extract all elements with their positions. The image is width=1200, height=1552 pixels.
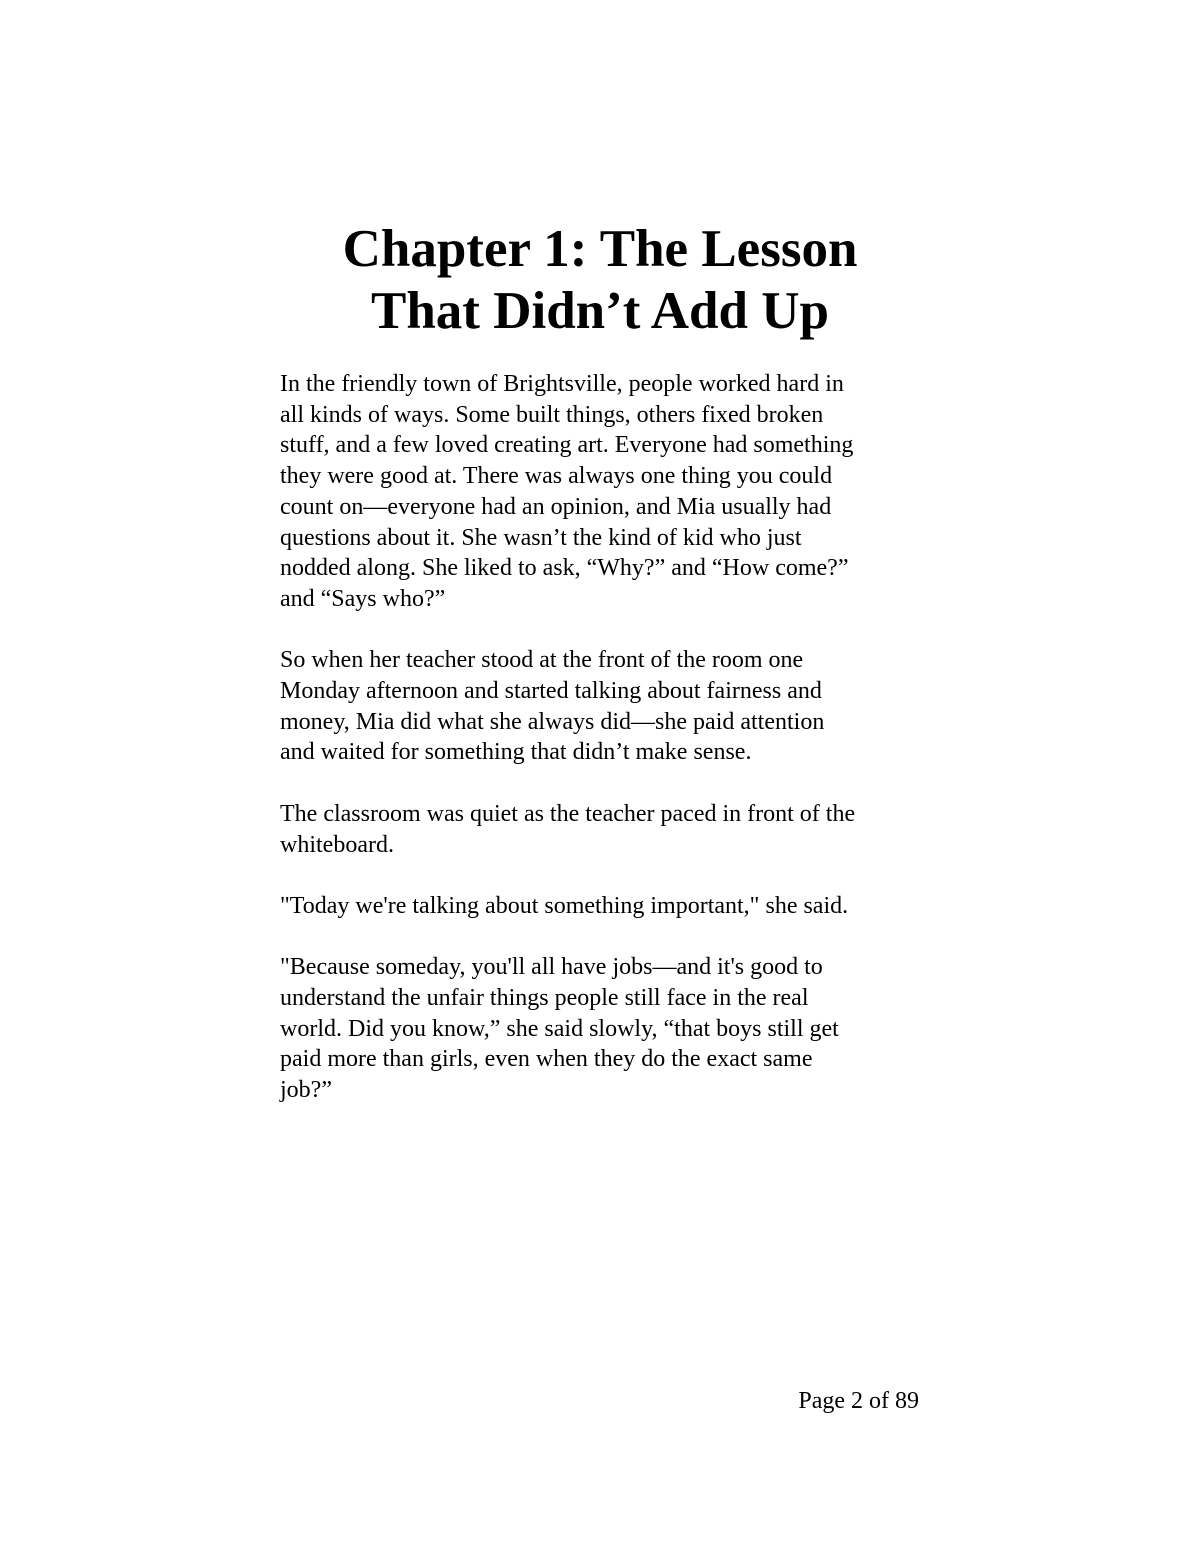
text-line: whiteboard. — [280, 831, 394, 858]
text-line: stuff, and a few loved creating art. Everyone had something — [280, 432, 854, 459]
chapter-title — [240, 218, 960, 342]
text-line: all kinds of ways. Some built things, others fixed broken — [280, 401, 824, 428]
paragraph-3 — [280, 799, 930, 860]
text-line: "Today we're talking about something important," she said. — [280, 892, 849, 919]
text-line: nodded along. She liked to ask, “Why?” and “How come?” — [280, 555, 849, 582]
text-line: In the friendly town of Brightsville, people worked hard in — [280, 371, 844, 397]
text-line: understand the unfair things people still face in the real — [280, 985, 809, 1011]
text-line: job?” — [280, 1077, 332, 1104]
page-number: Page 2 of 89 — [798, 1388, 919, 1414]
text-line: paid more than girls, even when they do the exact same — [280, 1046, 813, 1073]
text-line: The classroom was quiet as the teacher paced in front of the — [280, 800, 856, 827]
paragraph-4 — [280, 891, 930, 922]
text-line: and “Says who?” — [280, 585, 446, 612]
text-line: count on—everyone had an opinion, and Mia usually had — [280, 493, 832, 520]
text-line: world. Did you know,” she said slowly, “that boys still get — [280, 1015, 839, 1042]
text-line: money, Mia did what she always did—she paid attention — [280, 708, 825, 735]
text-line: So when her teacher stood at the front of the room one — [280, 647, 804, 674]
chapter-title-line-2: That Didn’t Add Up — [370, 282, 830, 340]
text-line: Monday afternoon and started talking about fairness and — [280, 678, 822, 705]
paragraph-5 — [280, 952, 930, 1106]
chapter-body — [280, 369, 930, 1137]
text-line: questions about it. She wasn’t the kind of kid who just — [280, 524, 802, 551]
text-line: they were good at. There was always one thing you could — [280, 463, 833, 490]
text-line: and waited for something that didn’t make sense. — [280, 739, 752, 766]
paragraph-1 — [280, 369, 930, 615]
paragraph-2 — [280, 645, 930, 768]
text-line: "Because someday, you'll all have jobs—and it's good to — [280, 954, 823, 981]
chapter-title-line-1: Chapter 1: The Lesson — [342, 220, 858, 278]
